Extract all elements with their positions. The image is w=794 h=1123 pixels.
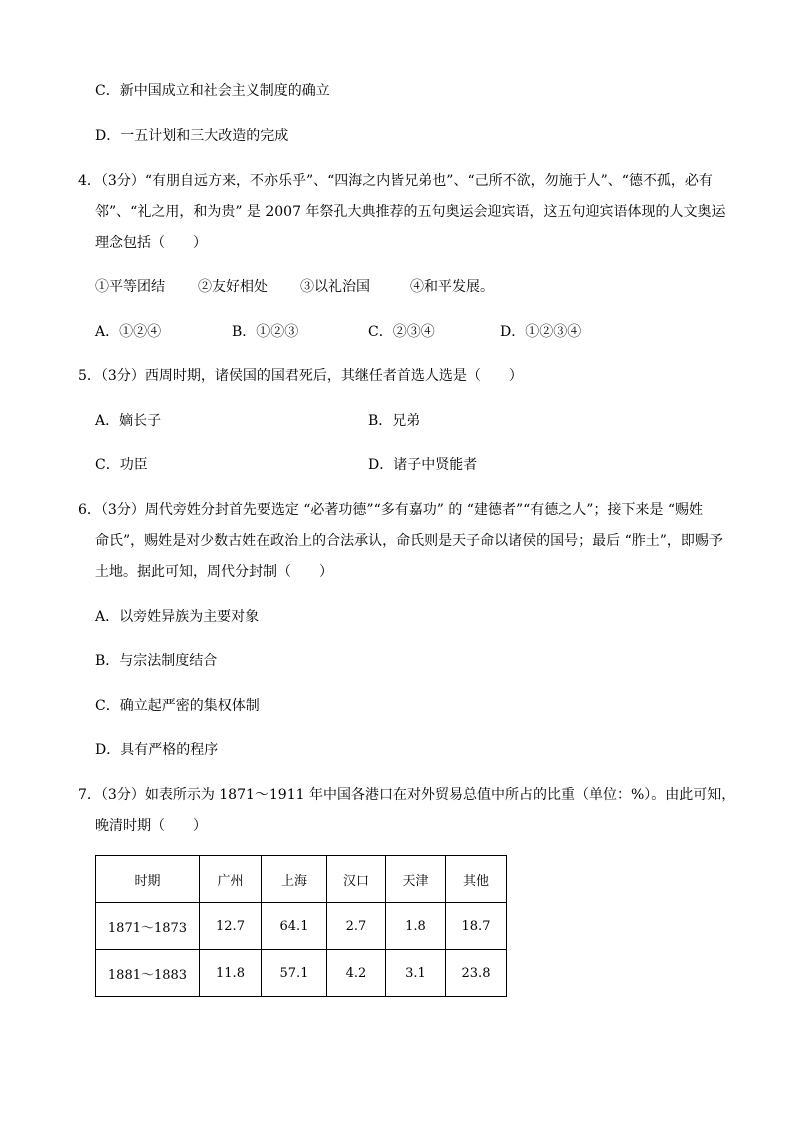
q6-stem-line-2: 命氏”，赐姓是对少数古姓在政治上的合法承认，命氏则是天子命以诸侯的国号；最后 “胙土”，即赐予 xyxy=(95,533,723,549)
table-cell: 3.1 xyxy=(386,950,446,997)
table-header-cell: 时期 xyxy=(96,856,200,903)
q6-stem-line-1: 6．（3分）周代旁姓分封首先要选定 “必著功德”“多有嘉功” 的 “建德者”“有德之人”；接下来是 “赐姓 xyxy=(78,502,704,518)
q4-stem-line-2: 邻”、“礼之用，和为贵” 是 2007 年祭孔大典推荐的五句奥运会迎宾语，这五句迎宾语体现的人文奥运 xyxy=(95,204,726,220)
trade-share-table xyxy=(95,855,507,997)
table-cell: 18.7 xyxy=(446,903,507,950)
q4-option-c: C．②③④ xyxy=(368,324,435,340)
q6-option-b: B．与宗法制度结合 xyxy=(95,653,218,669)
table-cell: 64.1 xyxy=(262,903,327,950)
q4-stem-line-3: 理念包括（ ） xyxy=(95,235,207,251)
q6-option-c: C．确立起严密的集权体制 xyxy=(95,698,260,714)
q3-option-d: D．一五计划和三大改造的完成 xyxy=(95,128,289,144)
q3-option-c: C．新中国成立和社会主义制度的确立 xyxy=(95,83,330,99)
table-cell: 12.7 xyxy=(200,903,262,950)
q4-item-3: ③以礼治国 xyxy=(300,279,370,295)
table-cell: 4.2 xyxy=(327,950,386,997)
table-header-cell: 广州 xyxy=(200,856,262,903)
q4-option-b: B．①②③ xyxy=(232,324,299,340)
table-cell: 57.1 xyxy=(262,950,327,997)
q4-item-2: ②友好相处 xyxy=(198,279,268,295)
q4-option-a: A．①②④ xyxy=(95,324,162,340)
table-cell: 1881～1883 xyxy=(96,950,200,997)
table-header-cell: 天津 xyxy=(386,856,446,903)
table-header-row xyxy=(96,856,507,903)
table-header-cell: 上海 xyxy=(262,856,327,903)
table-cell: 1871～1873 xyxy=(96,903,200,950)
table-cell: 23.8 xyxy=(446,950,507,997)
q6-option-d: D．具有严格的程序 xyxy=(95,742,219,758)
table-header-cell: 其他 xyxy=(446,856,507,903)
q4-item-1: ①平等团结 xyxy=(95,279,165,295)
q7-stem-line-2: 晚清时期（ ） xyxy=(95,818,207,834)
q4-option-d: D．①②③④ xyxy=(500,324,582,340)
q4-item-4: ④和平发展。 xyxy=(410,279,494,295)
table-cell: 11.8 xyxy=(200,950,262,997)
table-row xyxy=(96,950,507,997)
table-row xyxy=(96,903,507,950)
table-header-cell: 汉口 xyxy=(327,856,386,903)
q6-stem-line-3: 土地。据此可知，周代分封制（ ） xyxy=(95,564,333,580)
q5-option-a: A．嫡长子 xyxy=(95,413,162,429)
q5-stem: 5．（3分）西周时期，诸侯国的国君死后，其继任者首选人选是（ ） xyxy=(78,368,523,384)
q5-option-d: D．诸子中贤能者 xyxy=(368,457,478,473)
q5-option-c: C．功臣 xyxy=(95,457,148,473)
table-cell: 2.7 xyxy=(327,903,386,950)
q6-option-a: A．以旁姓异族为主要对象 xyxy=(95,609,260,625)
q7-stem-line-1: 7．（3分）如表所示为 1871～1911 年中国各港口在对外贸易总值中所占的比重（单位：%）。由此可知， xyxy=(78,787,736,803)
q4-stem-line-1: 4．（3分）“有朋自远方来，不亦乐乎”、“四海之内皆兄弟也”、“己所不欲，勿施于人”、“德不孤，必有 xyxy=(78,173,713,189)
table-cell: 1.8 xyxy=(386,903,446,950)
q5-option-b: B．兄弟 xyxy=(368,413,421,429)
